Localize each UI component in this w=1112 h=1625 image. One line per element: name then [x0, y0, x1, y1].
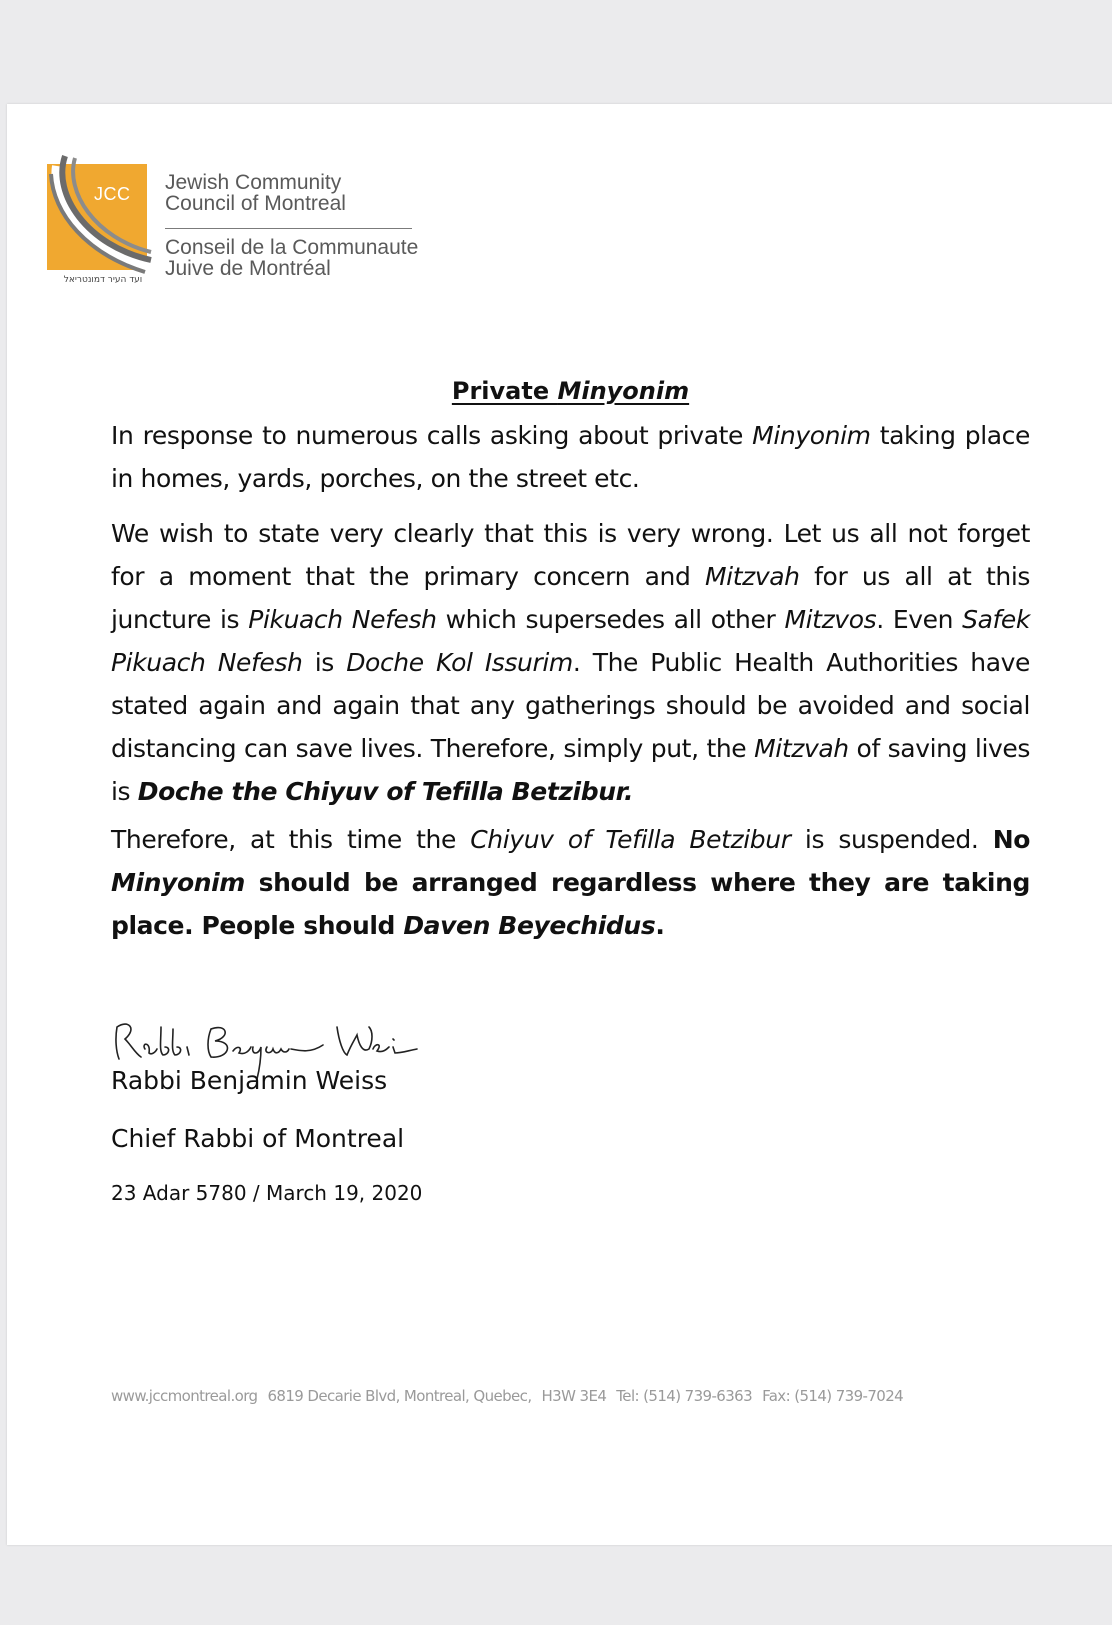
- footer-website: www.jccmontreal.org: [111, 1387, 258, 1405]
- signatory-name: Rabbi Benjamin Weiss: [111, 1066, 388, 1095]
- logo-name-fr: [165, 237, 418, 279]
- paragraph-1: In response to numerous calls asking about private Minyonim taking place in homes, yards, porches, on the street etc.: [111, 421, 1030, 493]
- paragraph-2: We wish to state very clearly that this is very wrong. Let us all not forget for a moment that the primary concern and Mitzvah for us all at this juncture is Pikuach Nefesh which supersedes all other Mitzvos. Even Safek Pikuach Nefesh is Doche Kol Issurim. The Public Health Authorities have stated again and again that any gatherings should be avoided and social distancing can save lives. Therefore, simply put, the Mitzvah of saving lives is Doche the Chiyuv of Tefilla Betzibur.: [111, 519, 1031, 806]
- letter-page: [7, 104, 1112, 1545]
- logo-name-fr-line1: Conseil de la Communaute: [165, 236, 419, 259]
- logo-name-fr-line2: Juive de Montréal: [165, 257, 331, 280]
- logo-abbr: JCC: [94, 184, 131, 204]
- footer-address: 6819 Decarie Blvd, Montreal, Quebec,: [267, 1387, 532, 1405]
- logo-hebrew-name: ועד העיר דמונטריאל: [63, 275, 143, 285]
- logo-name-en-line2: Council of Montreal: [165, 192, 346, 215]
- logo-name-en: [165, 172, 346, 214]
- signatory-title: Chief Rabbi of Montreal: [111, 1124, 405, 1153]
- footer-fax: Fax: (514) 739-7024: [762, 1387, 904, 1405]
- footer-postal: H3W 3E4: [541, 1387, 607, 1405]
- page-title: Private Minyonim: [451, 377, 690, 405]
- letter-date: 23 Adar 5780 / March 19, 2020: [111, 1181, 423, 1205]
- footer-tel: Tel: (514) 739-6363: [616, 1387, 753, 1405]
- logo-name-en-line1: Jewish Community: [165, 171, 342, 194]
- paragraph-3: Therefore, at this time the Chiyuv of Tefilla Betzibur is suspended. No Minyonim should be arranged regardless where they are taking place. People should Daven Beyechidus.: [111, 825, 1031, 940]
- jcc-logo-mark: [47, 154, 159, 294]
- logo-divider: [165, 228, 412, 229]
- jcc-logo: [47, 154, 467, 294]
- footer-contact: [111, 1387, 913, 1405]
